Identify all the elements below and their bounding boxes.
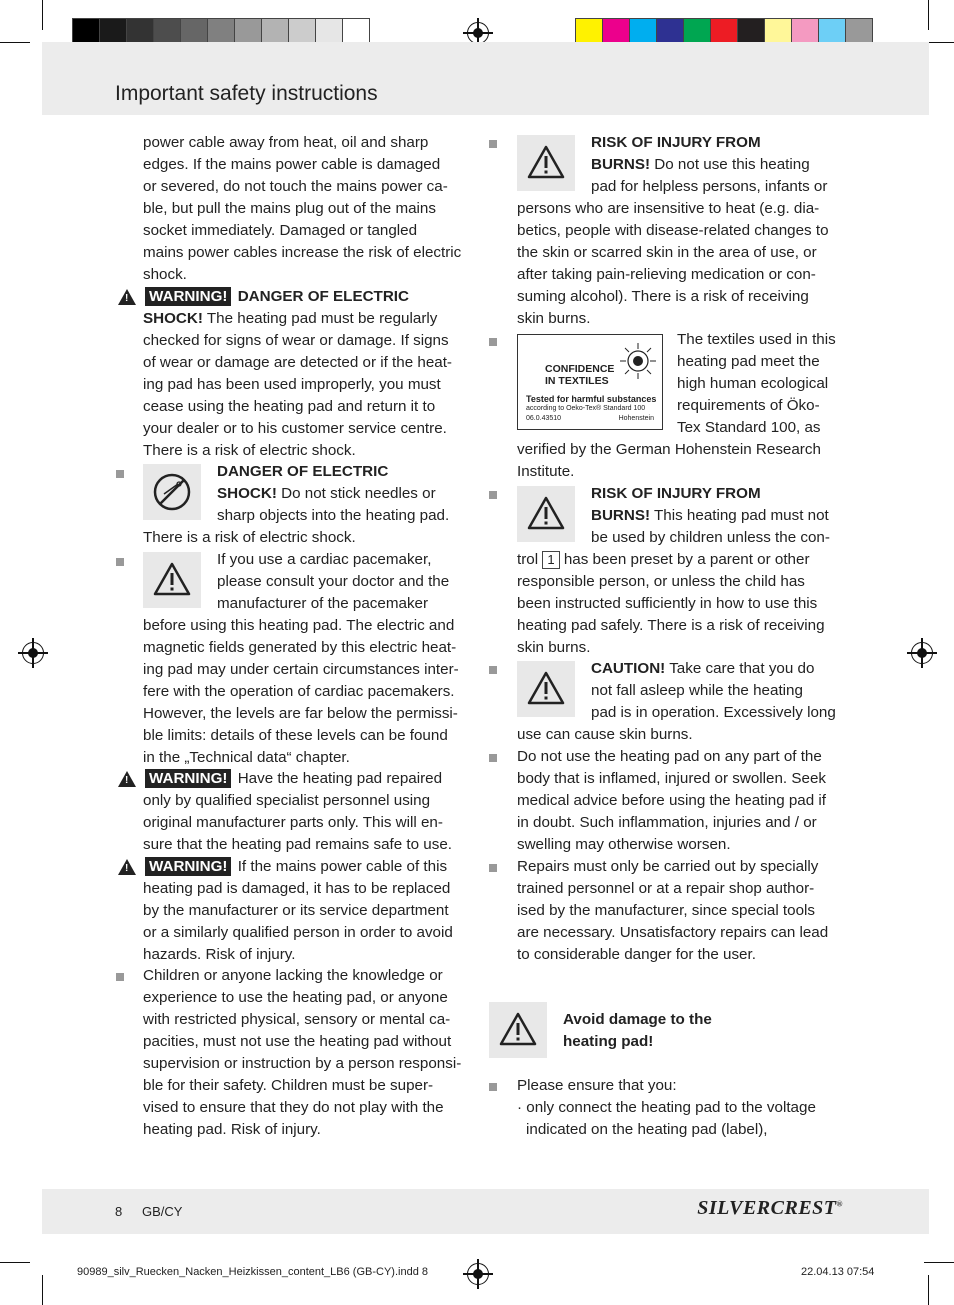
- text-line: shock.: [143, 266, 187, 283]
- inflamed-body-notice: Do not use the heating pad on any part of the body that is inflamed, injured or swollen. Seek medical advice before using the heating pad if in doubt. Such inflammation, injuries and / or swelling may otherwise worsen.: [517, 748, 827, 853]
- caution-sleep: CAUTION! Take care that you do not fall asleep while the heating pad is in operation. Excessively long: [591, 660, 836, 721]
- caution-sleep-tail: use can cause skin burns.: [517, 726, 693, 743]
- text-line: power cable away from heat, oil and sharp: [143, 134, 429, 151]
- crop-mark: [0, 1262, 30, 1263]
- caution-triangle-icon: [517, 486, 575, 542]
- warning-badge: WARNING!: [145, 769, 231, 788]
- text-line: or severed, do not touch the mains power ca-: [143, 178, 448, 195]
- page-number: 8: [115, 1204, 123, 1219]
- country-code: GB/CY: [142, 1204, 183, 1219]
- page-header: [42, 42, 929, 115]
- danger-needles: DANGER OF ELECTRIC SHOCK! Do not stick needles or sharp objects into the heating pad.: [217, 463, 450, 524]
- bullet: [489, 338, 497, 346]
- control-key-label: 1: [542, 551, 559, 569]
- warning-triangle-icon: !: [118, 859, 136, 875]
- cert-line: CONFIDENCE: [545, 363, 615, 375]
- registration-mark-icon: [467, 22, 489, 44]
- bullet: [116, 558, 124, 566]
- caution-triangle-icon: [489, 1002, 547, 1058]
- page-footer: [42, 1189, 929, 1234]
- bullet: [489, 491, 497, 499]
- bullet: [489, 140, 497, 148]
- text-line: ble, but pull the mains plug out of the mains: [143, 200, 436, 217]
- risk-burns-children-body: trol 1 has been preset by a parent or other responsible person, or unless the child has been instructed sufficiently in how to use this heating pad safely. There is a risk of receiving skin burns.: [517, 551, 825, 656]
- text-line: edges. If the mains power cable is damaged: [143, 156, 441, 173]
- pacemaker-notice-body: before using this heating pad. The electric and magnetic fields generated by this electric heat- ing pad may under certain circumstances inter- fere with the operation of cardiac pacemakers. However, the levels are far below the permissi- ble limits: details of these levels can be found in the „Technical data“ chapter.: [143, 617, 459, 766]
- bullet: [116, 470, 124, 478]
- crop-mark: [42, 0, 43, 30]
- page-title: Important safety instructions: [115, 82, 378, 105]
- crop-mark: [928, 1275, 929, 1305]
- crop-mark: [0, 42, 30, 43]
- cert-institute: Hohenstein: [618, 415, 654, 422]
- crop-mark: [928, 0, 929, 30]
- avoid-damage-heading: Avoid damage to the heating pad!: [563, 1011, 712, 1050]
- cert-code: 06.0.43510: [526, 415, 562, 422]
- warning-repair: WARNING! Have the heating pad repaired only by qualified specialist personnel using original manufacturer parts only. This will en- sure that the heating pad remains safe to use.: [143, 770, 453, 853]
- risk-burns-helpless-body: persons who are insensitive to heat (e.g. dia- betics, people with disease-related changes to the skin or scarred skin in the area of use, or after taking pain-relieving medication or con- suming alcohol). There is a risk of receiving skin burns.: [517, 200, 829, 327]
- risk-burns-helpless: RISK OF INJURY FROM BURNS! Do not use this heating pad for helpless persons, infants or: [591, 134, 828, 195]
- bullet: [489, 666, 497, 674]
- ensure-list: Please ensure that you: · only connect the heating pad to the voltage indicated on the heating pad (label),: [517, 1077, 816, 1138]
- bullet: [489, 1083, 497, 1091]
- brand-logo: SILVERCREST®: [697, 1197, 843, 1219]
- bullet: [116, 973, 124, 981]
- text-line: socket immediately. Damaged or tangled: [143, 222, 418, 239]
- registration-mark-icon: [22, 642, 44, 664]
- registration-mark-icon: [467, 1263, 489, 1285]
- oeko-tex-notice: The textiles used in this heating pad meet the high human ecological requirements of Öko- Tex Standard 100, as: [677, 331, 836, 436]
- crop-mark: [42, 1275, 43, 1305]
- cert-tested: Tested for harmful substances: [526, 394, 657, 404]
- warning-cable-damaged: WARNING! If the mains power cable of this heating pad is damaged, it has to be replaced by the manufacturer or its service department or a similarly qualified person in order to avoid hazards. Risk of injury.: [143, 858, 453, 963]
- cert-line: IN TEXTILES: [545, 375, 609, 387]
- slug-date: 22.04.13 07:54: [801, 1266, 875, 1278]
- crop-mark: [924, 1262, 954, 1263]
- slug-filename: 90989_silv_Ruecken_Nacken_Heizkissen_content_LB6 (GB-CY).indd 8: [77, 1266, 428, 1278]
- caution-triangle-icon: [143, 552, 201, 608]
- oeko-tex-notice-body: verified by the German Hohenstein Research Institute.: [517, 441, 821, 480]
- pacemaker-notice: If you use a cardiac pacemaker, please consult your doctor and the manufacturer of the pacemaker: [217, 551, 450, 612]
- left-intro: [143, 132, 468, 286]
- sun-logo-icon: [618, 341, 658, 381]
- danger-needles-tail: There is a risk of electric shock.: [143, 529, 356, 546]
- warning-badge: WARNING!: [145, 857, 231, 876]
- oeko-tex-certificate: [517, 334, 663, 430]
- caution-triangle-icon: [517, 135, 575, 191]
- warning-triangle-icon: !: [118, 289, 136, 305]
- risk-burns-children: RISK OF INJURY FROM BURNS! This heating pad must not be used by children unless the con-: [591, 485, 830, 546]
- text-line: mains power cables increase the risk of electric: [143, 244, 462, 261]
- bullet: [489, 864, 497, 872]
- repairs-notice: Repairs must only be carried out by specially trained personnel or at a repair shop author- ised by the manufacturer, since special tools are necessary. Unsatisfactory repairs can lead to considerable danger for the user.: [517, 858, 829, 963]
- warning-badge: WARNING!: [145, 287, 231, 306]
- children-notice: Children or anyone lacking the knowledge or experience to use the heating pad, or anyone with restricted physical, sensory or mental ca- pacities, must not use the heating pad without supervision or instruction by a person responsi- ble for their safety. Children must be super- vised to ensure that they do not play with the heating pad. Risk of injury.: [143, 967, 462, 1138]
- no-needles-icon: [143, 464, 201, 520]
- registration-mark-icon: [911, 642, 933, 664]
- warning-triangle-icon: !: [118, 771, 136, 787]
- warning-electric-shock: WARNING! DANGER OF ELECTRIC SHOCK! The heating pad must be regularly checked for signs of wear or damage. If signs of wear or damage are detected or if the heat- ing pad has been used improperly, you must cease using the heating pad and return it to your dealer or to his customer service centre. There is a risk of electric shock.: [143, 288, 452, 459]
- cert-standard: according to Oeko-Tex® Standard 100: [526, 405, 646, 412]
- bullet: [489, 754, 497, 762]
- caution-triangle-icon: [517, 661, 575, 717]
